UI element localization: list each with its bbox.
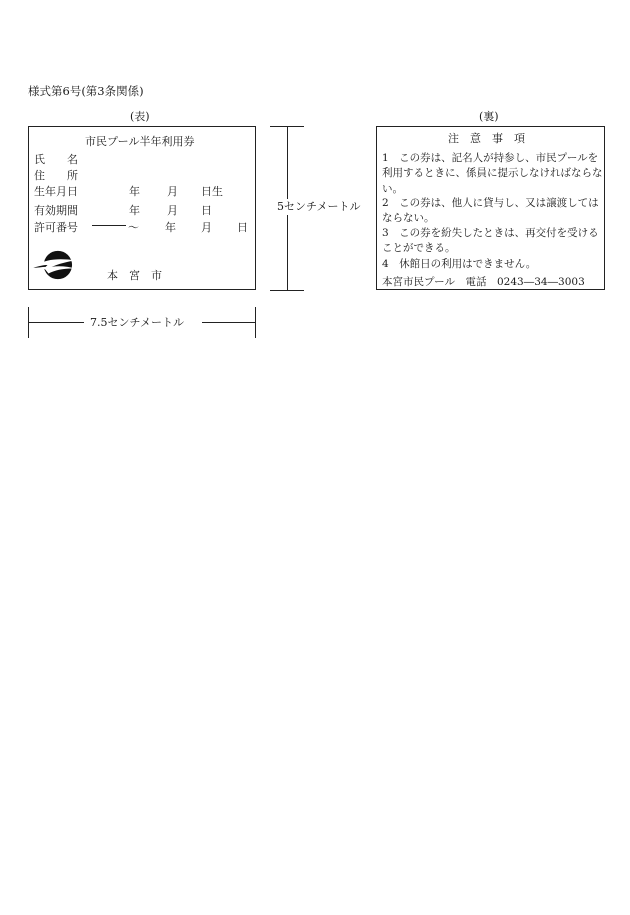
validity-day-unit: 日 [201, 204, 212, 217]
notice-item-1: 1 この券は、記名人が持参し、市民プールを利用するときに、係員に提示しなければならない。 [382, 152, 603, 195]
width-marker-right [255, 307, 256, 338]
birth-month-unit: 月 [167, 185, 178, 198]
front-caption: (表) [130, 110, 150, 123]
issuer-name: 本 宮 市 [107, 269, 162, 282]
permit-tilde: ～ [128, 221, 139, 234]
height-marker-bottom [270, 290, 304, 291]
validity-year-unit: 年 [129, 204, 140, 217]
height-marker-line-lower [287, 215, 288, 290]
notice-title: 注 意 事 項 [448, 132, 525, 145]
notice-item-2: 2 この券は、他人に貸与し、又は譲渡してはならない。 [382, 197, 599, 225]
permit-month-unit: 月 [201, 221, 212, 234]
form-heading: 様式第6号(第3条関係) [28, 84, 144, 98]
front-card [28, 126, 256, 290]
permit-number-label: 許可番号 [34, 221, 78, 234]
pool-contact: 本宮市民プール 電話 0243―34―3003 [382, 276, 585, 288]
validity-label: 有効期間 [34, 204, 78, 217]
birth-day-unit: 日生 [201, 185, 223, 198]
permit-year-unit: 年 [165, 221, 176, 234]
name-label: 氏 名 [34, 153, 78, 166]
address-label: 住 所 [34, 169, 78, 182]
notice-item-3: 3 この券を紛失したときは、再交付を受けることができる。 [382, 227, 599, 255]
notice-item-4: 4 休館日の利用はできません。 [382, 258, 537, 270]
validity-month-unit: 月 [167, 204, 178, 217]
birth-date-label: 生年月日 [34, 185, 78, 198]
birth-year-unit: 年 [129, 185, 140, 198]
permit-number-blank [92, 225, 126, 226]
permit-day-unit: 日 [237, 221, 248, 234]
width-marker-line-right [202, 322, 255, 323]
card-title: 市民プール半年利用券 [85, 135, 195, 148]
width-dimension-label: 7.5センチメートル [90, 316, 185, 329]
back-caption: (裏) [479, 110, 499, 123]
height-dimension-label: 5センチメートル [277, 200, 361, 213]
width-marker-line-left [28, 322, 84, 323]
city-emblem-icon [33, 248, 79, 282]
height-marker-line-upper [287, 126, 288, 199]
